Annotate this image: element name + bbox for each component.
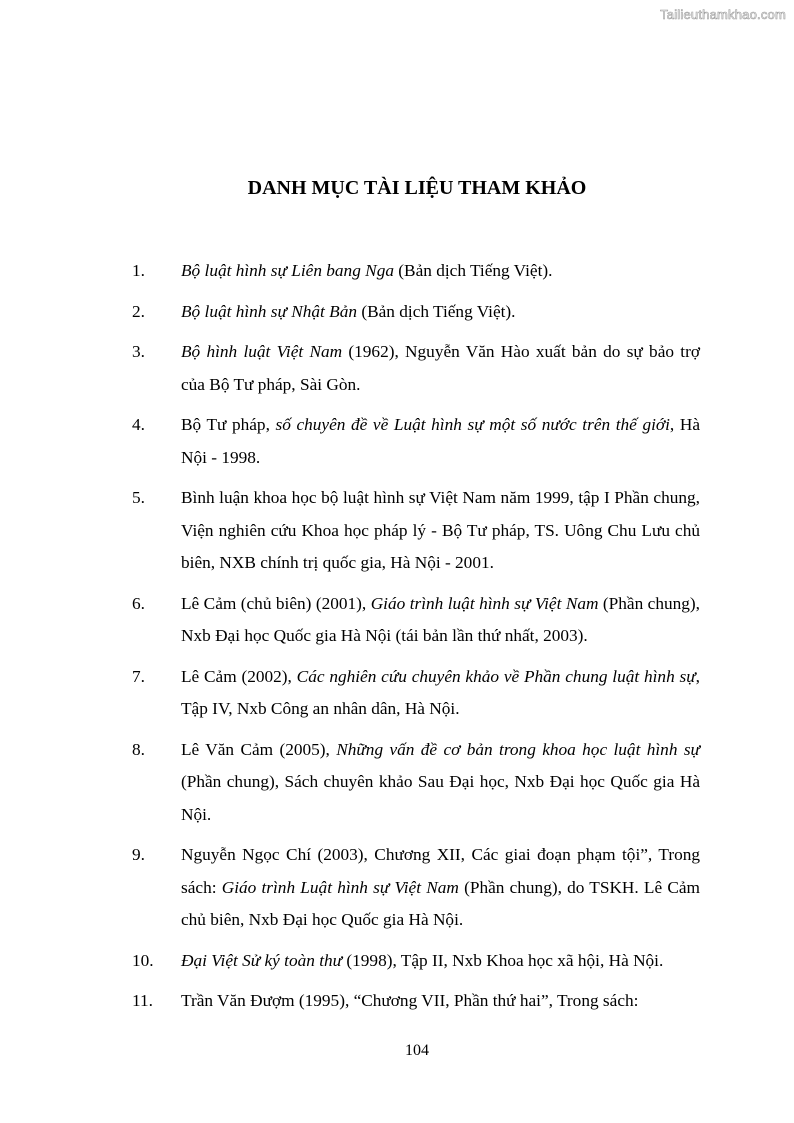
reference-number: 11. [132,991,153,1010]
reference-item [132,945,700,978]
watermark: Tailieuthamkhao.com [660,7,786,22]
reference-text [181,734,700,832]
reference-title: Những vấn đề cơ bản trong khoa học luật hình sự [336,739,700,759]
reference-item [132,482,700,580]
page-title: DANH MỤC TÀI LIỆU THAM KHẢO [247,177,587,199]
reference-item [132,985,700,1018]
reference-item [132,255,700,288]
reference-detail: , Tập IV, Nxb Công an nhân dân, Hà Nội. [181,666,700,718]
reference-item [132,661,700,726]
reference-item [132,734,700,832]
reference-number: 10. [132,950,154,970]
reference-title: Bộ luật hình sự Liên bang Nga [181,261,394,280]
reference-text [181,985,700,1018]
reference-text [181,255,700,288]
reference-detail: (Phần chung), do TSKH. Lê Cảm chủ biên, Nxb Đại học Quốc gia Hà Nội. [181,877,700,929]
reference-number: 5. [132,488,145,507]
reference-text [181,661,700,726]
reference-item [132,409,700,474]
reference-list [132,255,700,1026]
reference-title: Giáo trình Luật hình sự Việt Nam [221,877,459,897]
reference-detail: (Phần chung), Sách chuyên khảo Sau Đại học, Nxb Đại học Quốc gia Hà Nội. [181,772,700,824]
reference-title: số chuyên đề về Luật hình sự một số nước trên thế giới [275,415,670,434]
reference-item [132,336,700,401]
reference-text [181,296,700,329]
reference-number: 6. [132,593,145,613]
reference-number: 3. [132,342,145,361]
reference-item [132,296,700,329]
reference-number: 7. [132,666,145,686]
reference-number: 1. [132,261,145,280]
reference-item [132,839,700,937]
reference-text [181,839,700,937]
reference-detail: Bình luận khoa học bộ luật hình sự Việt Nam năm 1999, tập I Phần chung, Viện nghiên cứu Khoa học pháp lý - Bộ Tư pháp, TS. Uông Chu Lưu chủ biên, NXB chính trị quốc gia, Hà Nội - 2001. [181,488,700,572]
reference-detail: (1962), Nguyễn Văn Hào xuất bản do sự bảo trợ của Bộ Tư pháp, Sài Gòn. [181,342,700,394]
reference-detail: Lê Cảm (2002), [181,666,297,686]
reference-title: Bộ hình luật Việt Nam [181,342,343,361]
reference-text [181,482,700,580]
reference-item [132,588,700,653]
reference-detail: Trần Văn Đượm (1995), “Chương VII, Phần thứ hai”, Trong sách: [181,991,639,1010]
reference-title: Bộ luật hình sự Nhật Bản [181,301,358,321]
reference-detail: (1998), Tập II, Nxb Khoa học xã hội, Hà Nội. [342,950,664,970]
reference-detail: , Hà Nội - 1998. [181,415,700,467]
reference-detail: (Bản dịch Tiếng Việt). [357,301,516,321]
reference-text [181,945,700,978]
reference-text [181,409,700,474]
reference-text [181,336,700,401]
reference-detail: Lê Văn Cảm (2005), [181,739,337,759]
reference-detail: (Phần chung), Nxb Đại học Quốc gia Hà Nội (tái bản lần thứ nhất, 2003). [181,593,700,645]
reference-text [181,588,700,653]
reference-number: 4. [132,415,145,434]
reference-title: Các nghiên cứu chuyên khảo về Phần chung luật hình sự [296,666,696,686]
reference-detail: Lê Cảm (chủ biên) (2001), [181,593,371,613]
reference-detail: Bộ Tư pháp, [181,415,276,434]
reference-title: Giáo trình luật hình sự Việt Nam [370,593,599,613]
reference-detail: (Bản dịch Tiếng Việt). [393,261,553,280]
reference-number: 9. [132,845,145,864]
reference-title: Đại Việt Sử ký toàn thư [181,950,343,970]
reference-detail: Nguyễn Ngọc Chí (2003), Chương XII, Các giai đoạn phạm tội”, Trong sách: [181,845,700,897]
reference-number: 8. [132,739,145,759]
page-number: 104 [405,1042,429,1059]
reference-number: 2. [132,301,145,321]
